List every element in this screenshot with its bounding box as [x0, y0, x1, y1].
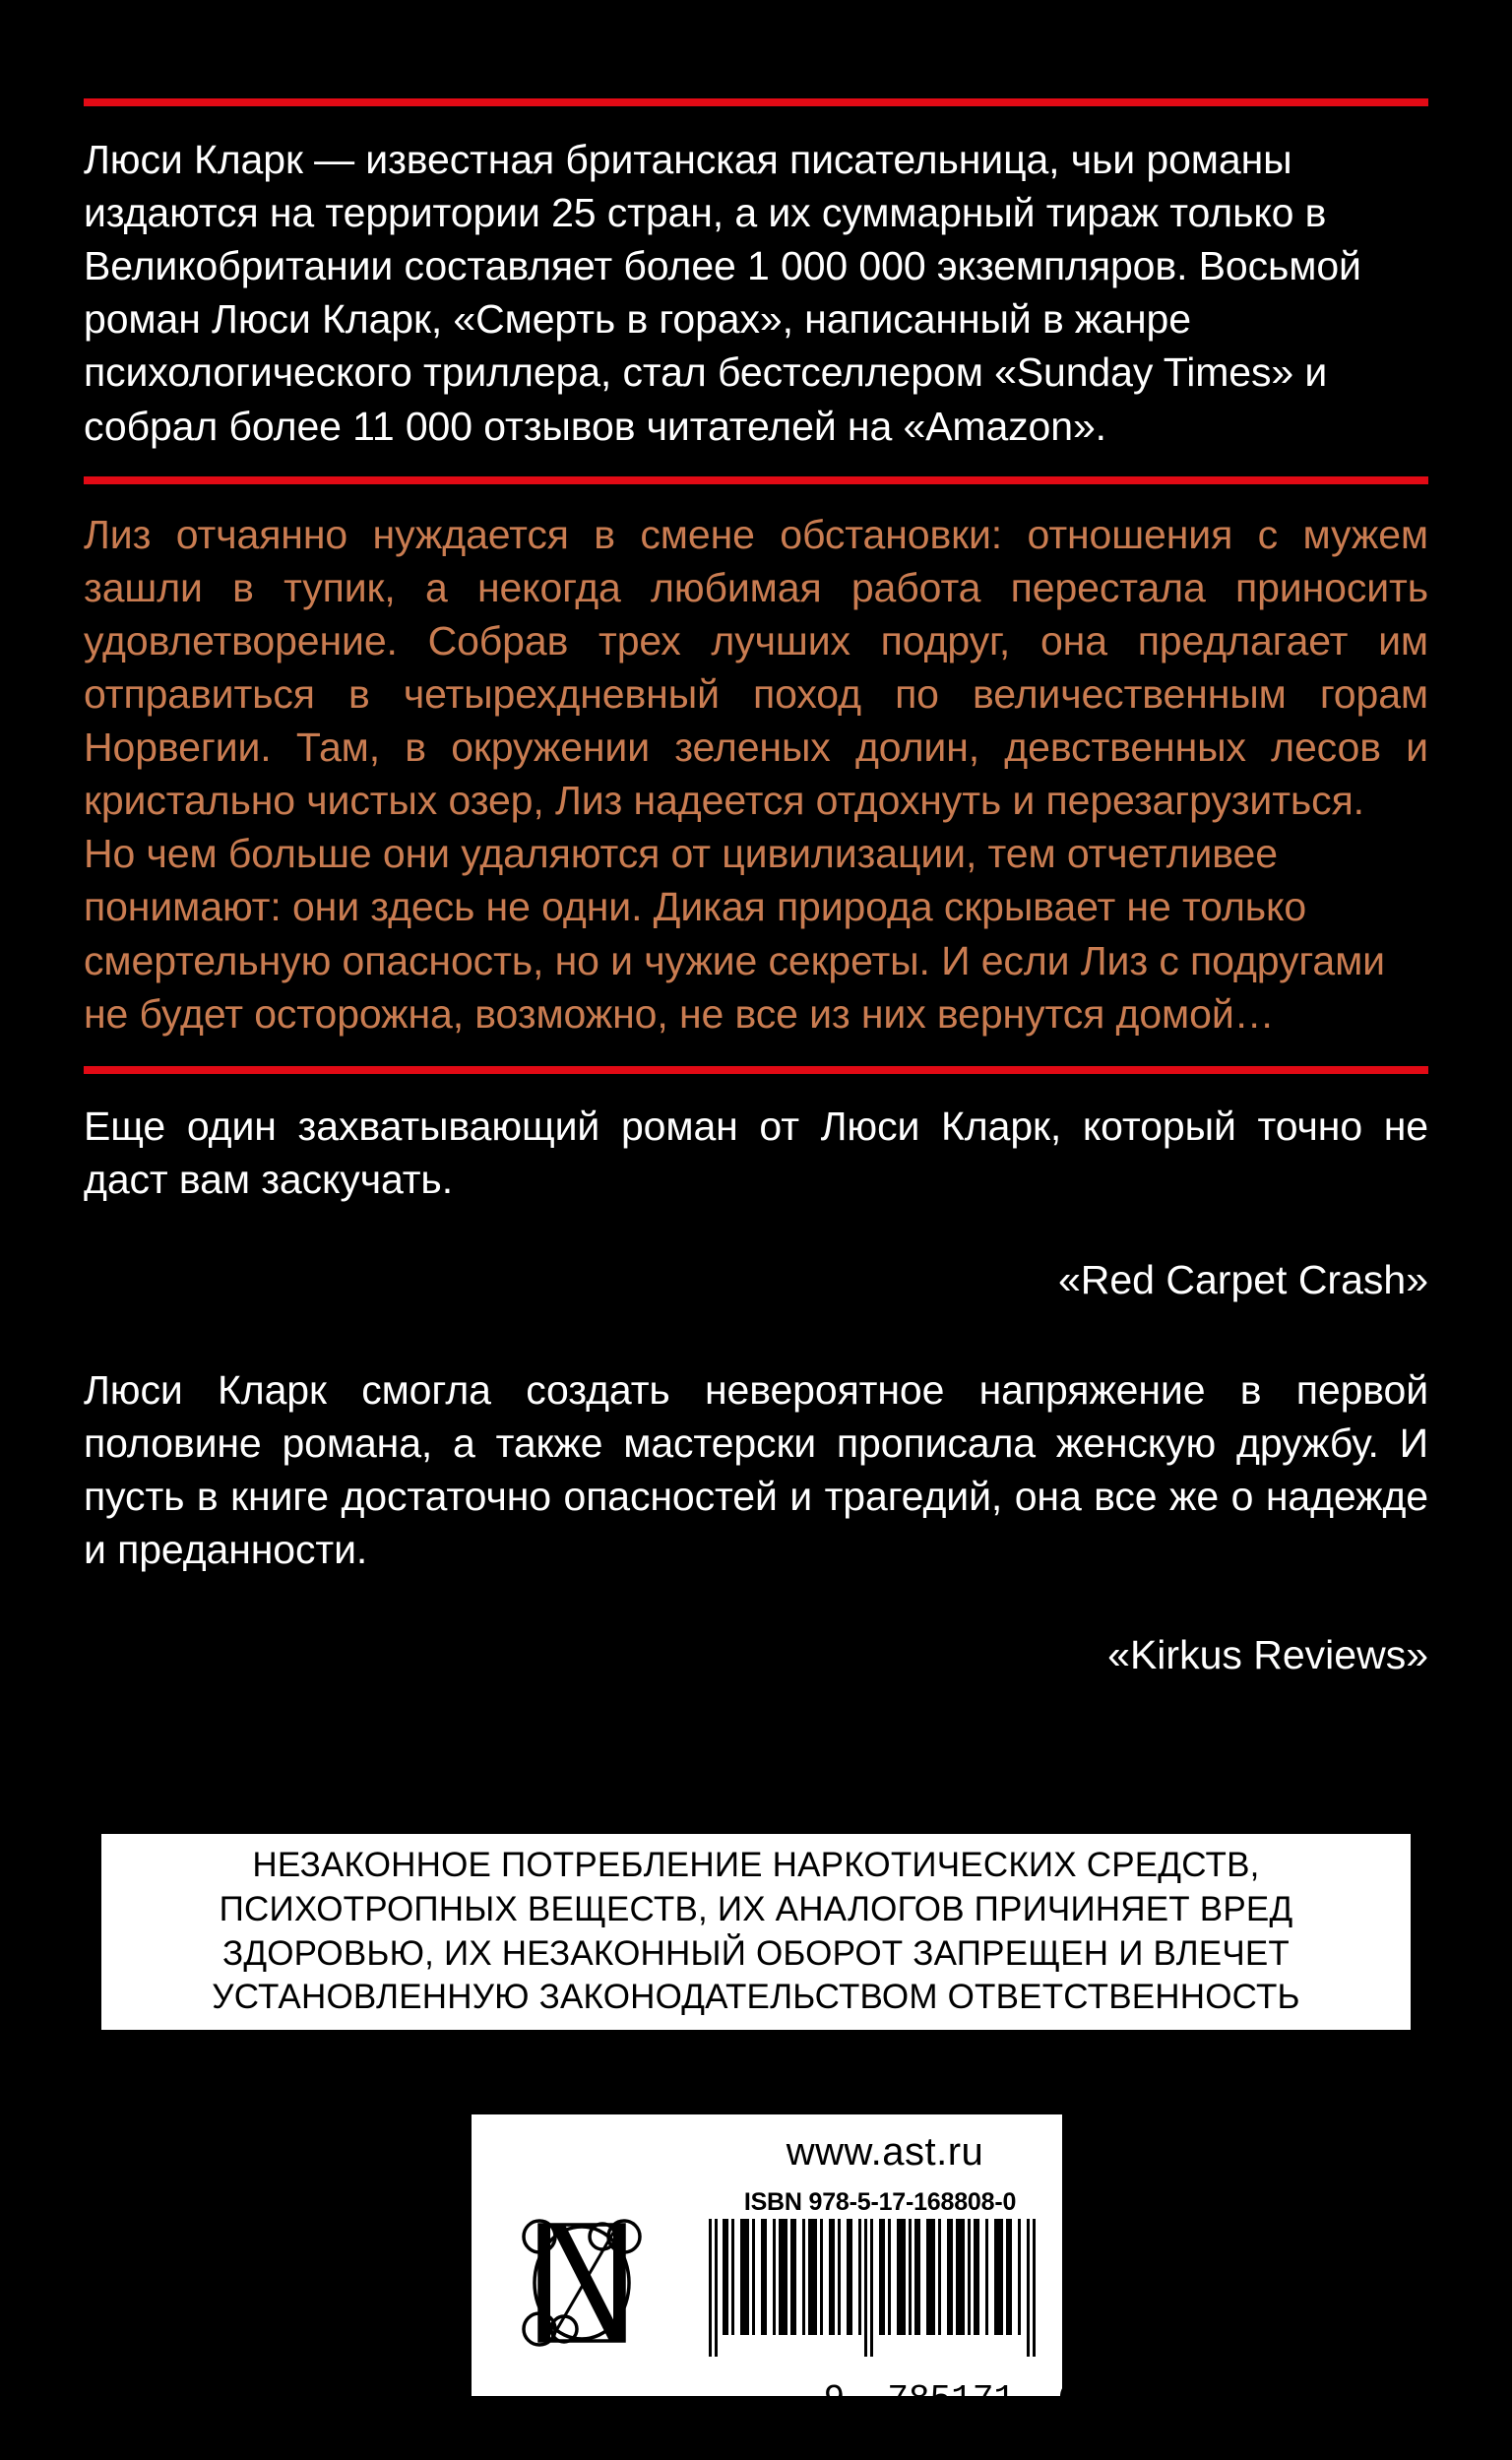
divider-rule-middle [84, 476, 1428, 484]
ean13-barcode-icon [706, 2219, 1045, 2357]
legal-warning-line: ЗДОРОВЬЮ, ИХ НЕЗАКОННЫЙ ОБОРОТ ЗАПРЕЩЕН И ВЛЕЧЕТ [221, 1933, 1290, 1973]
review-quote-2: Люси Кларк смогла создать невероятное напряжение в первой половине романа, а также мастерски прописала женскую дружбу. И пусть в книге достаточно опасностей и трагедий, она все же о надежде и преданности. [84, 1367, 1428, 1573]
legal-warning-line: УСТАНОВЛЕННУЮ ЗАКОНОДАТЕЛЬСТВОМ ОТВЕТСТВЕННОСТЬ [212, 1978, 1300, 2017]
legal-warning-line: ПСИХОТРОПНЫХ ВЕЩЕСТВ, ИХ АНАЛОГОВ ПРИЧИНЯЕТ ВРЕД [219, 1889, 1293, 1928]
ean13-digits [696, 2339, 1207, 2420]
synopsis-block [84, 484, 1428, 1066]
author-blurb-block [84, 106, 1428, 476]
ast-publisher-logo-icon [518, 2219, 646, 2349]
reviews-block [84, 1074, 1428, 1681]
divider-rule-bottom [84, 1066, 1428, 1074]
divider-rule-top [84, 98, 1428, 106]
barcode-panel [472, 2114, 1207, 2420]
isbn-text: ISBN 978-5-17-168808-0 [743, 2188, 1017, 2216]
legal-warning-line: НЕЗАКОННОЕ ПОТРЕБЛЕНИЕ НАРКОТИЧЕСКИХ СРЕДСТВ, [252, 1845, 1260, 1884]
review-source-1: «Red Carpet Crash» [1057, 1256, 1428, 1302]
publisher-website-text: www.ast.ru [786, 2130, 984, 2174]
ean13-digits-text: 9 785171 688080 [823, 2379, 1185, 2420]
synopsis-paragraph-1: Лиз отчаянно нуждается в смене обстановки: отношения с мужем зашли в тупик, а некогда любимая работа перестала приносить удовлетворение. Собрав трех лучших подруг, она предлагает им отправиться в четырехдневный поход по величественным горам Норвегии. Там, в окружении зеленых долин, девственных лесов и кристально чистых озер, Лиз надеется отдохнуть и перезагрузиться. [84, 511, 1428, 824]
cover-content [84, 98, 1428, 1681]
review-source-2: «Kirkus Reviews» [1107, 1631, 1428, 1677]
synopsis-paragraph-2: Но чем больше они удаляются от цивилизации, тем отчетливее понимают: они здесь не одни. Дикая природа скрывает не только смертельную опасность, но и чужие секреты. И если Лиз с подругами не будет осторожна, возможно, не все из них вернутся домой… [84, 831, 1385, 1037]
legal-warning-box [101, 1834, 1411, 2030]
review-quote-1: Еще один захватывающий роман от Люси Кларк, который точно не даст вам заскучать. [84, 1103, 1428, 1202]
author-blurb-text: Люси Кларк — известная британская писательница, чьи романы издаются на территории 25 стран, а их суммарный тираж только в Великобритании составляет более 1 000 000 экземпляров. Восьмой роман Люси Кларк, «Смерть в горах», написанный в жанре психологического триллера, стал бестселлером «Sunday Times» и собрал более 11 000 отзывов читателей на «Amazon». [84, 137, 1361, 449]
ean13-terminator: > [1184, 2379, 1207, 2420]
